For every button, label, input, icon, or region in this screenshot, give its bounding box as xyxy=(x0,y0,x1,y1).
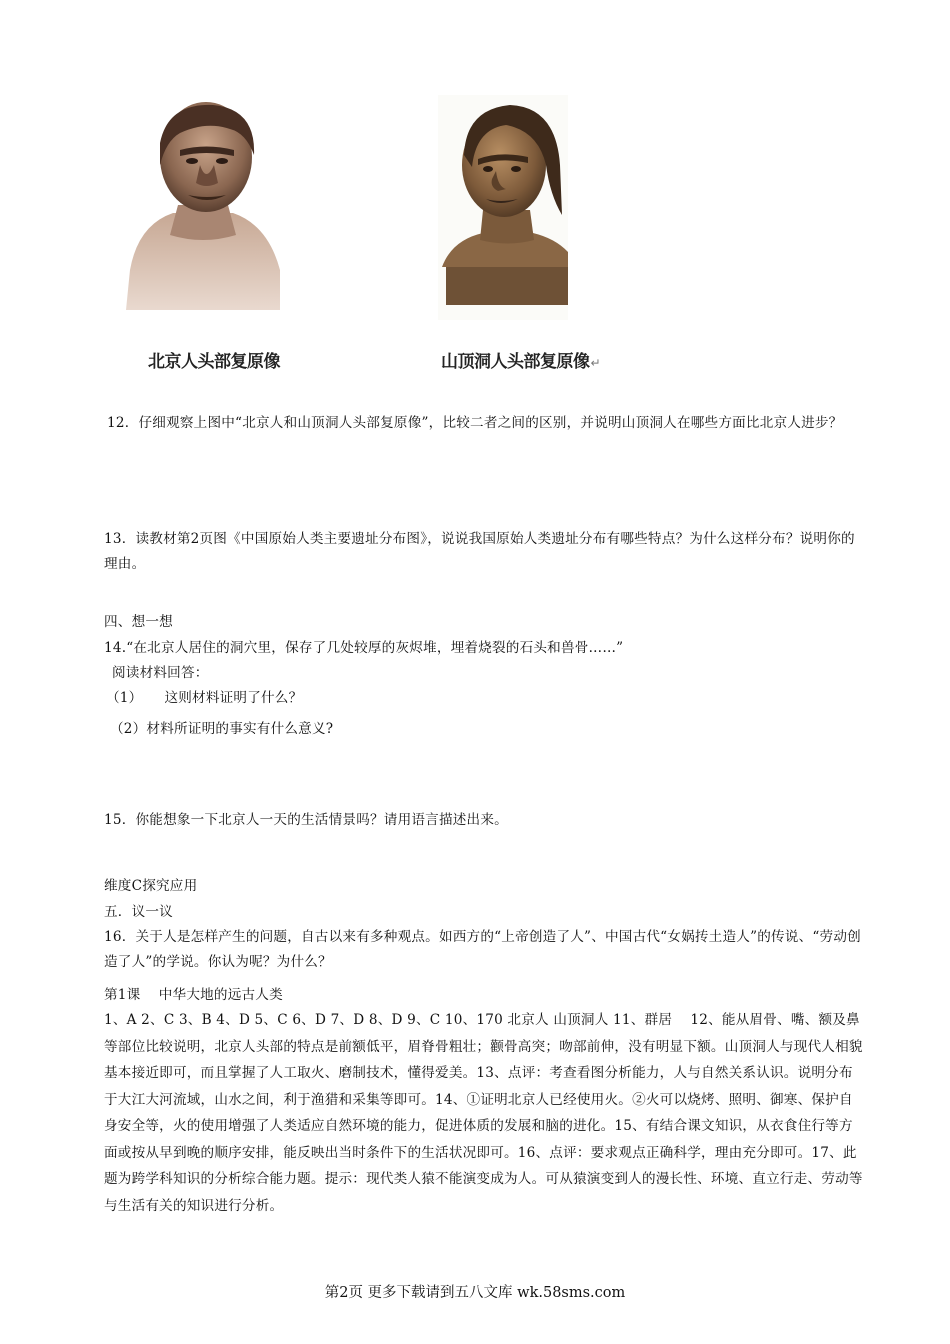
peking-man-caption: 北京人头部复原像 xyxy=(148,352,280,372)
question-14-part-1 xyxy=(106,686,866,711)
upper-cave-man-bust-image xyxy=(438,95,568,320)
answers-text: 1、A 2、C 3、B 4、D 5、C 6、D 7、D 8、D 9、C 10、170 北京人 山顶洞人 11、群居 12、能从眉骨、嘴、额及鼻等部位比较说明，北京人头部的特点是前额低平，眉脊骨粗壮；颧骨高突；吻部前伸，没有明显下额。山顶洞人与现代人相貌基本接近即可，而且掌握了人工取火、磨制技术，懂得爱美。13、点评：考查看图分析能力，人与自然关系认识。说明分布于大江大河流域，山水之间，利于渔猎和采集等即可。14、①证明北京人已经使用火。②火可以烧烤、照明、御寒、保护自身安全等，火的使用增强了人类适应自然环境的能力，促进体质的发展和脑的进化。15、有结合课文知识，从衣食住行等方面或按从早到晚的顺序安排，能反映出当时条件下的生活状况即可。16、点评：要求观点正确科学，理由充分即可。17、此题为跨学科知识的分析综合能力题。提示：现代类人猿不能演变成为人。可从猿演变到人的漫长性、环境、直立行走、劳动等与生活有关的知识进行分析。 xyxy=(104,1012,863,1214)
question-14-part-2: （2）材料所证明的事实有什么意义? xyxy=(110,721,334,737)
upper-cave-man-caption xyxy=(441,347,600,372)
dimension-c-heading: 维度C探究应用 xyxy=(104,878,198,894)
question-15: 15．你能想象一下北京人一天的生活情景吗？请用语言描述出来。 xyxy=(104,812,508,828)
upper-cave-man-caption-text: 山顶洞人头部复原像 xyxy=(441,352,590,372)
question-14-part-1-number: （1） xyxy=(106,690,143,706)
answers-lesson-title: 第1课 中华大地的远古人类 xyxy=(104,987,283,1003)
question-12: 12．仔细观察上图中“北京人和山顶洞人头部复原像”，比较二者之间的区别，并说明山顶洞人在哪些方面比北京人进步？ xyxy=(107,415,843,431)
question-14: 14.“在北京人居住的洞穴里，保存了几处较厚的灰烬堆，埋着烧裂的石头和兽骨……” xyxy=(104,640,624,656)
peking-man-bust-image xyxy=(118,95,288,315)
page-footer: 第2页 更多下载请到五八文库 wk.58sms.com xyxy=(324,1285,626,1301)
question-14-read: 阅读材料回答： xyxy=(112,665,209,681)
question-13: 13．读教材第2页图《中国原始人类主要遗址分布图》，说说我国原始人类遗址分布有哪些特点？为什么这样分布？说明你的理由。 xyxy=(104,531,855,572)
question-14-part-1-text: 这则材料证明了什么？ xyxy=(164,690,303,706)
section-5-heading: 五．议一议 xyxy=(104,904,173,920)
section-4-heading: 四、想一想 xyxy=(104,614,173,630)
return-mark: ↵ xyxy=(590,356,601,370)
question-16: 16．关于人是怎样产生的问题，自古以来有多种观点。如西方的“上帝创造了人”、中国古代“女娲抟土造人”的传说、“劳动创造了人”的学说。你认为呢？为什么？ xyxy=(104,929,861,970)
